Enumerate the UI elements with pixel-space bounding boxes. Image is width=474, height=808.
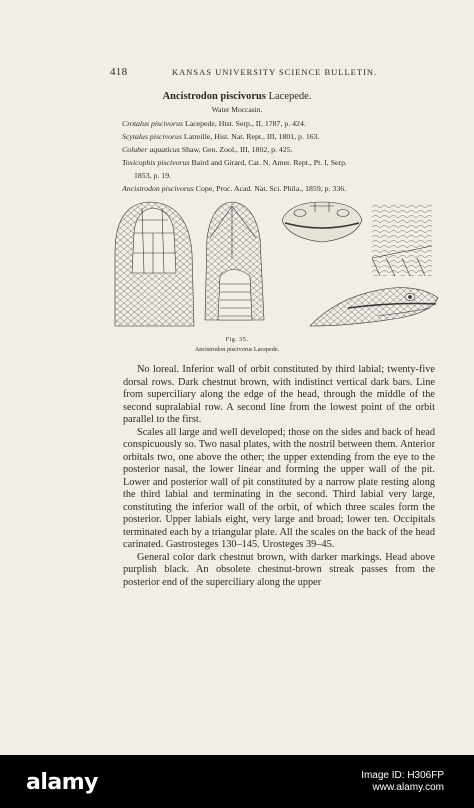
body-scale-detail — [372, 204, 432, 276]
synonym-entry: Ancistrodon piscivorus Cope, Proc. Acad. Nat. Sci. Phila., 1859, p. 336. — [122, 184, 347, 193]
paragraph: General color dark chestnut brown, with darker markings. Head above purplish black. An obsolete chestnut-brown streak passes from the posterior end of the superciliary along the upper — [123, 551, 435, 588]
head-ventral-view — [205, 202, 264, 320]
figure-number: Fig. 35. — [225, 337, 249, 343]
synonym-entry: Scytalus piscivorus Latreille, Hist. Nat. Rept., III, 1801, p. 163. — [122, 132, 320, 141]
paragraph: No loreal. Inferior wall of orbit constituted by third labial; twenty-five dorsal rows. Dark chestnut brown, with indistinct vertical dark bars. Line from superciliary along the edge of the head, through the middle of the second supralabial row. A second line from the lowest point of the orbit parallel to the first. — [123, 364, 435, 425]
synonym-entry: Coluber aquaticus Shaw, Gen. Zool., III, 1802, p. 425. — [122, 145, 293, 154]
species-description — [123, 364, 435, 589]
alamy-logo: alamy — [26, 770, 98, 795]
site-url: www.alamy.com — [372, 782, 444, 793]
figure-caption: Ancistrodon piscivorus Lacepede. — [194, 346, 280, 353]
species-heading — [0, 91, 474, 102]
head-front-view — [282, 202, 362, 242]
synonymy-list — [122, 117, 452, 195]
paragraph: Scales all large and well developed; those on the sides and back of head conspicuously so. Two nasal plates, with the nostril between them. Anterior orbitals two, one above the other; the upper extending from the eye to the posterior nasal, the lower linear and forming the upper wall of the pit. Lower and posterior wall of pit constituted by a narrow plate resting along the third labial and terminating in the second. Third labial very large, constituting the inferior wall of the orbit, of which three scales form the posterior. Upper labials eight, very large and broad; lower ten. Occipitals terminated each by a triangular plate. All the scales on the back of the head carinated. Gastrosteges 130–145. Urosteges 39–45. — [123, 426, 435, 550]
synonym-entry: Toxicophis piscivorus Baird and Girard, Cat. N. Amer. Rept., Pt. I, Serp. — [122, 158, 347, 167]
snake-head-illustration — [110, 198, 440, 334]
synonym-entry-continuation: 1853, p. 19. — [134, 171, 172, 180]
synonym-entry: Crotalus piscivorus Lacepede, Hist. Serp., II, 1787, p. 424. — [122, 119, 306, 128]
head-scale-drawings — [110, 198, 440, 334]
species-name: Ancistrodon piscivorus — [162, 91, 266, 102]
head-lateral-view — [310, 288, 438, 326]
image-id-label: Image ID: H306FP — [361, 770, 444, 781]
running-title: KANSAS UNIVERSITY SCIENCE BULLETIN. — [172, 67, 378, 77]
species-author: Lacepede. — [268, 91, 312, 102]
page-number: 418 — [110, 66, 128, 78]
head-dorsal-view — [115, 202, 194, 326]
image-id — [361, 770, 444, 794]
common-name: Water Moccasin. — [211, 105, 263, 114]
